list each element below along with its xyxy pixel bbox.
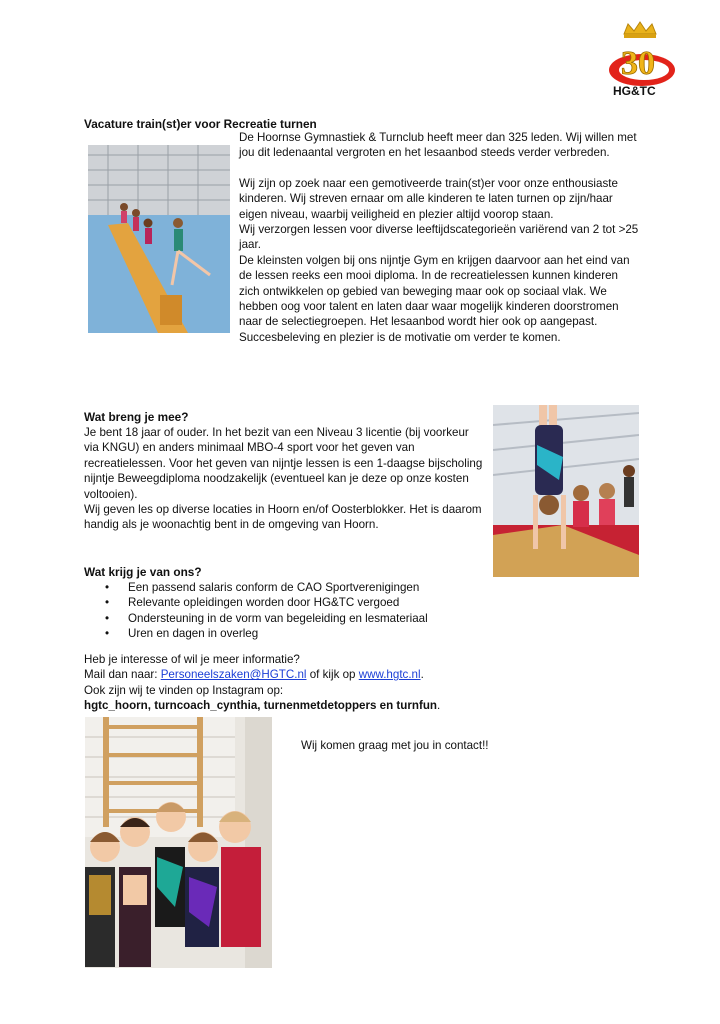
gym-beam-illustration — [88, 145, 230, 333]
group-kids-illustration — [85, 717, 272, 968]
website-link[interactable]: www.hgtc.nl — [358, 668, 421, 682]
mail-prefix: Mail dan naar: — [84, 668, 161, 682]
offer-list — [84, 580, 584, 642]
vacancy-paragraph: Wij zijn op zoek naar een gemotiveerde train(st)er voor onze enthousiaste kinderen. Wij streven ernaar om alle kinderen te laten turnen op zijn/haar eigen niveau, waarbij veiligheid en plezier altijd voorop staan. — [239, 176, 618, 221]
email-link[interactable]: Personeelszaken@HGTC.nl — [160, 668, 307, 682]
photo-handstand — [493, 405, 639, 577]
instagram-handles: hgtc_hoorn, turncoach_cynthia, turnenmetdetoppers en turnfun — [84, 699, 437, 713]
closing-text: Wij komen graag met jou in contact!! — [301, 739, 489, 752]
vacancy-title: Vacature train(st)er voor Recreatie turnen — [84, 117, 317, 131]
photo-group-kids — [85, 717, 272, 968]
contact-block — [84, 652, 644, 714]
instagram-line: Ook zijn wij te vinden op Instagram op: — [84, 683, 284, 697]
vacancy-paragraph: Wij verzorgen lessen voor diverse leeftijdscategorieën variërend van 2 tot >25 jaar. — [239, 223, 639, 252]
list-item: • Een passend salaris conform de CAO Sportverenigingen — [84, 580, 584, 595]
instagram-suffix: . — [437, 699, 441, 713]
vacancy-paragraph: Succesbeleving en plezier is de motivatie om verder te komen. — [239, 330, 561, 344]
instagram-handles-line — [84, 698, 644, 713]
logo-number: 30 — [621, 45, 655, 82]
bring-title: Wat breng je mee? — [84, 410, 189, 424]
bring-body — [84, 425, 484, 533]
vacancy-paragraph: De Hoornse Gymnastiek & Turnclub heeft meer dan 325 leden. Wij willen met jou dit ledenaantal vergroten en het lesaanbod steeds verder verbreden. — [239, 131, 637, 160]
vacancy-paragraph: De kleinsten volgen bij ons nijntje Gym en krijgen daarvoor aan het eind van de lessen reeks een mooi diploma. In de recreatielessen kunnen kinderen zich ontwikkelen op gebied van beweging maar ook op sociaal vlak. We hebben oog voor talent en laten daar waar mogelijk kinderen doorstromen naar de selectiegroepen. Het lesaanbod wordt hier ook op aangepast. — [239, 253, 630, 329]
mail-suffix: . — [420, 668, 424, 682]
mail-middle: of kijk op — [306, 668, 359, 682]
contact-question: Heb je interesse of wil je meer informatie? — [84, 653, 300, 666]
bring-paragraph: Wij geven les op diverse locaties in Hoorn en/of Oosterblokker. Het is daarom handig als je woonachtig bent in de omgeving van Hoorn. — [84, 503, 482, 532]
photo-balance-beam — [88, 145, 230, 333]
logo-brand: HG&TC — [613, 84, 656, 98]
list-item: • Uren en dagen in overleg — [84, 626, 584, 641]
hgtc-logo — [604, 20, 684, 98]
list-item: • Relevante opleidingen worden door HG&TC vergoed — [84, 595, 584, 610]
bring-paragraph: Je bent 18 jaar of ouder. In het bezit van een Niveau 3 licentie (bij voorkeur via KNGU) en anders minimaal MBO-4 sport voor het geven van recreatielessen. Voor het geven van nijntje lessen is een 1-daagse bijscholing nijntje Beweegdiploma noodzakelijk (eventueel kan je deze op onze kosten voltooien). — [84, 426, 483, 501]
crown-logo-icon — [604, 20, 684, 98]
vacancy-body — [239, 130, 641, 345]
handstand-illustration — [493, 405, 639, 577]
contact-mail-line — [84, 667, 644, 682]
list-item: • Ondersteuning in de vorm van begeleiding en lesmateriaal — [84, 611, 584, 626]
offer-title: Wat krijg je van ons? — [84, 565, 202, 579]
